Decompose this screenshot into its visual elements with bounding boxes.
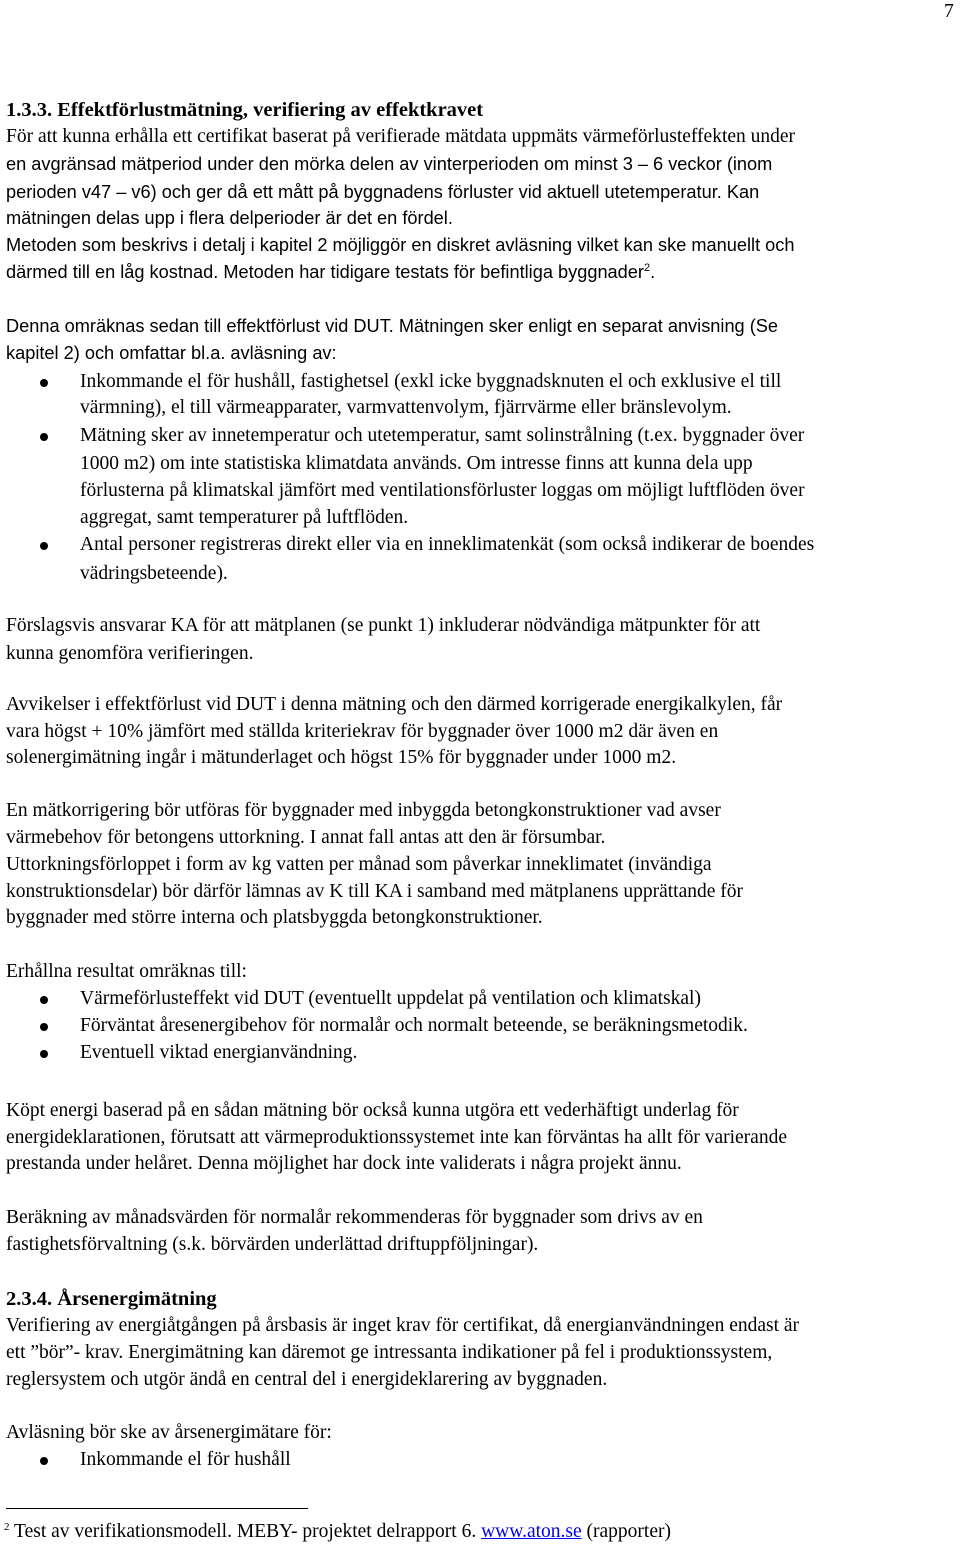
paragraph-line: fastighetsförvaltning (s.k. börvärden underlättad driftuppföljningar). bbox=[6, 1234, 539, 1255]
paragraph-line: Uttorkningsförloppet i form av kg vatten per månad som påverkar inneklimatet (invändiga bbox=[6, 854, 712, 875]
paragraph-line: reglersystem och utgör ändå en central del i energideklarering av byggnaden. bbox=[6, 1369, 608, 1390]
bullet-icon bbox=[40, 433, 48, 441]
paragraph-line: ett ”bör”- krav. Energimätning kan däremot ge intressanta indikationer på fel i produktionssystem, bbox=[6, 1342, 773, 1363]
footnote-separator bbox=[6, 1508, 308, 1509]
section-heading: 1.3.3. Effektförlustmätning, verifiering av effektkravet bbox=[6, 99, 484, 121]
footnote-link-part: .se bbox=[560, 1521, 582, 1542]
paragraph-line: Metoden som beskrivs i detalj i kapitel 2 möjliggör en diskret avläsning vilket kan ske manuellt och bbox=[6, 235, 795, 255]
list-item-line: Förväntat åresenergibehov för normalår och normalt beteende, se beräkningsmetodik. bbox=[80, 1015, 748, 1036]
list-item-line: Värmeförlusteffekt vid DUT (eventuellt uppdelat på ventilation och klimatskal) bbox=[80, 988, 701, 1009]
footnote-link-part: www.aton bbox=[481, 1521, 561, 1542]
paragraph-text: därmed till en låg kostnad. Metoden har tidigare testats för befintliga byggnader bbox=[6, 262, 644, 282]
bullet-icon bbox=[40, 996, 48, 1004]
paragraph-line: Beräkning av månadsvärden för normalår rekommenderas för byggnader som drivs av en bbox=[6, 1207, 703, 1228]
footnote-number: 2 bbox=[4, 1521, 10, 1533]
paragraph-line: prestanda under helåret. Denna möjlighet har dock inte validerats i några projekt ännu. bbox=[6, 1153, 682, 1174]
footnote-text: (rapporter) bbox=[581, 1521, 671, 1542]
paragraph-line: perioden v47 – v6) och ger då ett mått på byggnadens förluster vid aktuell utetemperatur. Kan bbox=[6, 182, 760, 202]
paragraph-text: . bbox=[650, 262, 656, 282]
footnote-link[interactable] bbox=[481, 1521, 582, 1542]
section-heading: 2.3.4. Årsenergimätning bbox=[6, 1288, 217, 1310]
paragraph-line: värmebehov för betongens uttorkning. I annat fall antas att den är försumbar. bbox=[6, 827, 606, 848]
paragraph-line: kapitel 2) och omfattar bl.a. avläsning av: bbox=[6, 343, 337, 363]
bullet-icon bbox=[40, 1050, 48, 1058]
list-item-line: Mätning sker av innetemperatur och utetemperatur, samt solinstrålning (t.ex. byggnader över bbox=[80, 425, 805, 446]
paragraph-line: en avgränsad mätperiod under den mörka delen av vinterperioden om minst 3 – 6 veckor (inom bbox=[6, 154, 773, 174]
paragraph-line: vara högst + 10% jämfört med ställda kriteriekrav för byggnader över 1000 m2 där även en bbox=[6, 721, 719, 742]
paragraph-line bbox=[6, 260, 655, 284]
paragraph-line: energideklarationen, förutsatt att värmeproduktionssystemet inte kan förväntas ha allt för varierande bbox=[6, 1127, 787, 1148]
paragraph-line: Köpt energi baserad på en sådan mätning bör också kunna utgöra ett vederhäftigt underlag för bbox=[6, 1100, 739, 1121]
list-item-line: Inkommande el för hushåll, fastighetsel (exkl icke byggnadsknuten el och exklusive el till bbox=[80, 371, 782, 392]
list-item-line: aggregat, samt temperaturer på luftflöden. bbox=[80, 507, 409, 528]
bullet-icon bbox=[40, 1023, 48, 1031]
list-item-line: Inkommande el för hushåll bbox=[80, 1449, 291, 1470]
paragraph-line: byggnader med större interna och platsbyggda betongkonstruktioner. bbox=[6, 907, 543, 928]
footnote-text: Test av verifikationsmodell. MEBY- projektet delrapport 6. bbox=[9, 1521, 482, 1542]
paragraph-line: Verifiering av energiåtgången på årsbasis är inget krav för certifikat, då energianvändningen endast är bbox=[6, 1315, 800, 1336]
paragraph-line: kunna genomföra verifieringen. bbox=[6, 643, 254, 664]
paragraph-line: konstruktionsdelar) bör därför lämnas av K till KA i samband med mätplanens upprättande för bbox=[6, 881, 744, 902]
paragraph-line: Erhållna resultat omräknas till: bbox=[6, 961, 247, 982]
paragraph-line: Förslagsvis ansvarar KA för att mätplanen (se punkt 1) inkluderar nödvändiga mätpunkter för att bbox=[6, 615, 761, 636]
list-item-line: värmning), el till värmeapparater, varmvattenvolym, fjärrvärme eller bränslevolym. bbox=[80, 397, 732, 418]
bullet-icon bbox=[40, 1457, 48, 1465]
list-item-line: Eventuell viktad energianvändning. bbox=[80, 1042, 358, 1063]
paragraph-line: En mätkorrigering bör utföras för byggnader med inbyggda betongkonstruktioner vad avser bbox=[6, 800, 721, 821]
list-item-line: vädringsbeteende). bbox=[80, 563, 228, 584]
footnote bbox=[4, 1520, 671, 1544]
list-item-line: förlusterna på klimatskal jämfört med ventilationsförluster loggas om möjligt luftflöden över bbox=[80, 480, 805, 501]
list-item-line: Antal personer registreras direkt eller via en inneklimatenkät (som också indikerar de boendes bbox=[80, 534, 815, 555]
paragraph-line: mätningen delas upp i flera delperioder är det en fördel. bbox=[6, 208, 453, 228]
paragraph-line: För att kunna erhålla ett certifikat baserat på verifierade mätdata uppmäts värmeförlusteffekten under bbox=[6, 126, 796, 147]
paragraph-line: Denna omräknas sedan till effektförlust vid DUT. Mätningen sker enligt en separat anvisning (Se bbox=[6, 316, 779, 336]
page-number: 7 bbox=[944, 1, 954, 22]
paragraph-line: Avläsning bör ske av årsenergimätare för: bbox=[6, 1422, 332, 1443]
paragraph-line: Avvikelser i effektförlust vid DUT i denna mätning och den därmed korrigerade energikalkylen, får bbox=[6, 694, 783, 715]
bullet-icon bbox=[40, 542, 48, 550]
bullet-icon bbox=[40, 379, 48, 387]
list-item-line: 1000 m2) om inte statistiska klimatdata används. Om intresse finns att kunna dela upp bbox=[80, 453, 753, 474]
footnote-reference: 2 bbox=[643, 262, 651, 274]
paragraph-line: solenergimätning ingår i mätunderlaget och högst 15% för byggnader under 1000 m2. bbox=[6, 747, 677, 768]
